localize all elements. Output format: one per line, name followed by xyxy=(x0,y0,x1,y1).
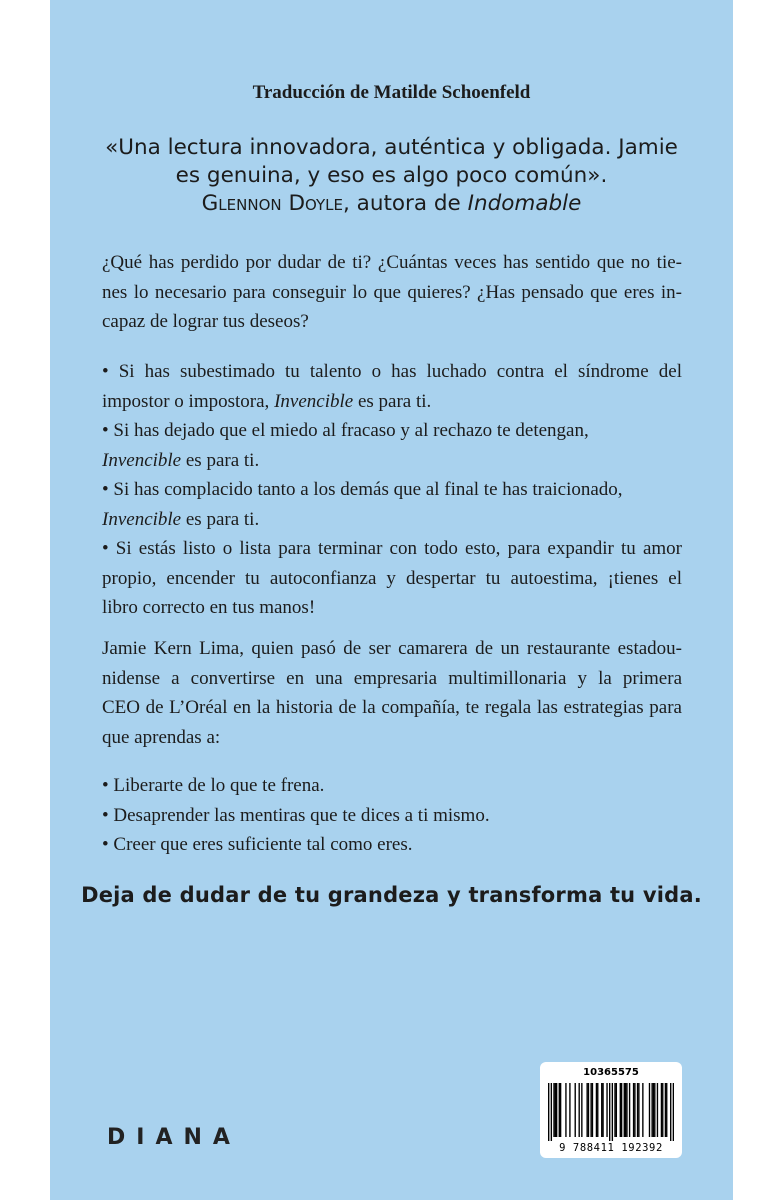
isbn-digits: 9 788411 192392 xyxy=(559,1142,663,1154)
product-code: 10365575 xyxy=(583,1067,639,1078)
barcode-bar xyxy=(560,1083,561,1137)
blurb-author-role: , autora de xyxy=(342,191,468,216)
author-bio-paragraph xyxy=(102,634,682,752)
barcode-bar xyxy=(586,1083,587,1137)
strategy-item: • Desaprender las mentiras que te dices a ti mismo. xyxy=(102,804,490,826)
bio-line-2: nidense a convertirse en una empresaria multimillonaria y la primera xyxy=(102,667,682,689)
blurb-line-1: «Una lectura innovadora, auténtica y obligada. Jamie xyxy=(105,135,678,160)
barcode-bar xyxy=(609,1083,610,1141)
back-cover xyxy=(50,0,733,1200)
bio-line-3: CEO de L’Oréal en la historia de la compañía, te regala las estrategias para xyxy=(102,697,682,718)
bullet-1-line-1: • Si has subestimado tu talento o has luchado contra el síndrome del xyxy=(102,361,682,382)
barcode-bar xyxy=(581,1083,582,1137)
barcode-bar xyxy=(661,1083,662,1137)
barcode-bar xyxy=(614,1083,615,1137)
barcode-bar xyxy=(625,1083,626,1137)
barcode-bar xyxy=(662,1083,663,1137)
barcode-bar xyxy=(629,1083,630,1137)
intro-line-1: ¿Qué has perdido por dudar de ti? ¿Cuántas veces has sentido que no tie- xyxy=(102,252,682,273)
strategy-item: • Creer que eres suficiente tal como eres. xyxy=(102,834,413,855)
bullet-2-line-2 xyxy=(102,446,682,476)
barcode-bar xyxy=(601,1083,602,1137)
bullet-3-line-2 xyxy=(102,505,682,535)
barcode-bar xyxy=(642,1083,643,1137)
barcode-bar xyxy=(638,1083,639,1137)
intro-paragraph xyxy=(102,248,682,337)
barcode-bar xyxy=(597,1083,598,1137)
barcode-bar xyxy=(673,1083,674,1141)
bullet-3-suffix: es para ti. xyxy=(181,508,260,530)
barcode-bar xyxy=(559,1083,560,1137)
blurb-quote xyxy=(90,134,693,218)
barcode-bar xyxy=(592,1083,593,1137)
isbn-barcode xyxy=(548,1083,674,1141)
barcode-bar xyxy=(616,1083,617,1137)
barcode-bar xyxy=(596,1083,597,1137)
barcode-bar xyxy=(626,1083,627,1137)
barcode-bar xyxy=(654,1083,655,1137)
bullet-1-suffix: es para ti. xyxy=(353,390,432,412)
barcode-bar xyxy=(569,1083,570,1137)
bullet-4-line-1: • Si estás listo o lista para terminar con todo esto, para expandir tu amor xyxy=(102,538,682,559)
barcode-bar xyxy=(606,1083,607,1137)
intro-line-2: nes lo necesario para conseguir lo que quieres? ¿Has pensado que eres in- xyxy=(102,281,682,303)
barcode-bar xyxy=(634,1083,635,1137)
bullet-1-text: impostor o impostora, xyxy=(102,390,275,412)
barcode-bar xyxy=(653,1083,654,1137)
slogan: Deja de dudar de tu grandeza y transforma tu vida. xyxy=(81,883,702,907)
bio-line-4: que aprendas a: xyxy=(102,726,221,748)
bullet-3-line-1: • Si has complacido tanto a los demás que al final te has traicionado, xyxy=(102,479,623,500)
barcode-bar xyxy=(612,1083,613,1141)
blurb-line-2: es genuina, y eso es algo poco común». xyxy=(175,163,608,188)
barcode-bar xyxy=(553,1083,554,1137)
strategy-item: • Liberarte de lo que te frena. xyxy=(102,775,325,796)
book-title: Invencible xyxy=(102,449,182,471)
blurb-author: Glennon Doyle xyxy=(201,191,343,216)
translation-credit: Traducción de Matilde Schoenfeld xyxy=(252,82,531,103)
book-title: Invencible xyxy=(274,390,354,412)
barcode-bar xyxy=(620,1083,621,1137)
bullet-list-readers xyxy=(102,357,682,623)
barcode-bar xyxy=(555,1083,556,1137)
barcode-bar xyxy=(657,1083,658,1137)
barcode-bar xyxy=(633,1083,634,1137)
barcode-bar xyxy=(666,1083,667,1137)
barcode-bar xyxy=(624,1083,625,1137)
barcode-label xyxy=(540,1062,682,1158)
blurb-book-title: Indomable xyxy=(467,191,582,216)
bullet-2-line-1: • Si has dejado que el miedo al fracaso y al rechazo te detengan, xyxy=(102,420,589,441)
barcode-bar xyxy=(588,1083,589,1137)
barcode-bar xyxy=(665,1083,666,1137)
bullet-4-line-2: propio, encender tu autoconfianza y despertar tu autoestima, ¡tienes el xyxy=(102,567,682,589)
bullet-1-line-2 xyxy=(102,387,682,417)
barcode-bar xyxy=(551,1083,552,1141)
bullet-2-suffix: es para ti. xyxy=(181,449,260,471)
barcode-bar xyxy=(621,1083,622,1137)
barcode-bar xyxy=(651,1083,652,1137)
bullet-list-strategies xyxy=(102,771,682,860)
bio-line-1: Jamie Kern Lima, quien pasó de ser camarera de un restaurante estadou- xyxy=(102,638,682,659)
barcode-bar xyxy=(548,1083,549,1141)
intro-line-3: capaz de lograr tus deseos? xyxy=(102,311,309,332)
barcode-bar xyxy=(575,1083,576,1137)
barcode-bar xyxy=(565,1083,566,1137)
book-title: Invencible xyxy=(102,508,182,530)
barcode-bar xyxy=(649,1083,650,1137)
barcode-bar xyxy=(637,1083,638,1137)
barcode-bar xyxy=(590,1083,591,1137)
barcode-bar xyxy=(579,1083,580,1137)
barcode-bar xyxy=(670,1083,671,1141)
bullet-4-line-3: libro correcto en tus manos! xyxy=(102,597,316,618)
blurb-attribution xyxy=(90,190,693,218)
publisher-logo: DIANA xyxy=(107,1125,241,1150)
barcode-bar xyxy=(556,1083,557,1137)
barcode-bar xyxy=(602,1083,603,1137)
